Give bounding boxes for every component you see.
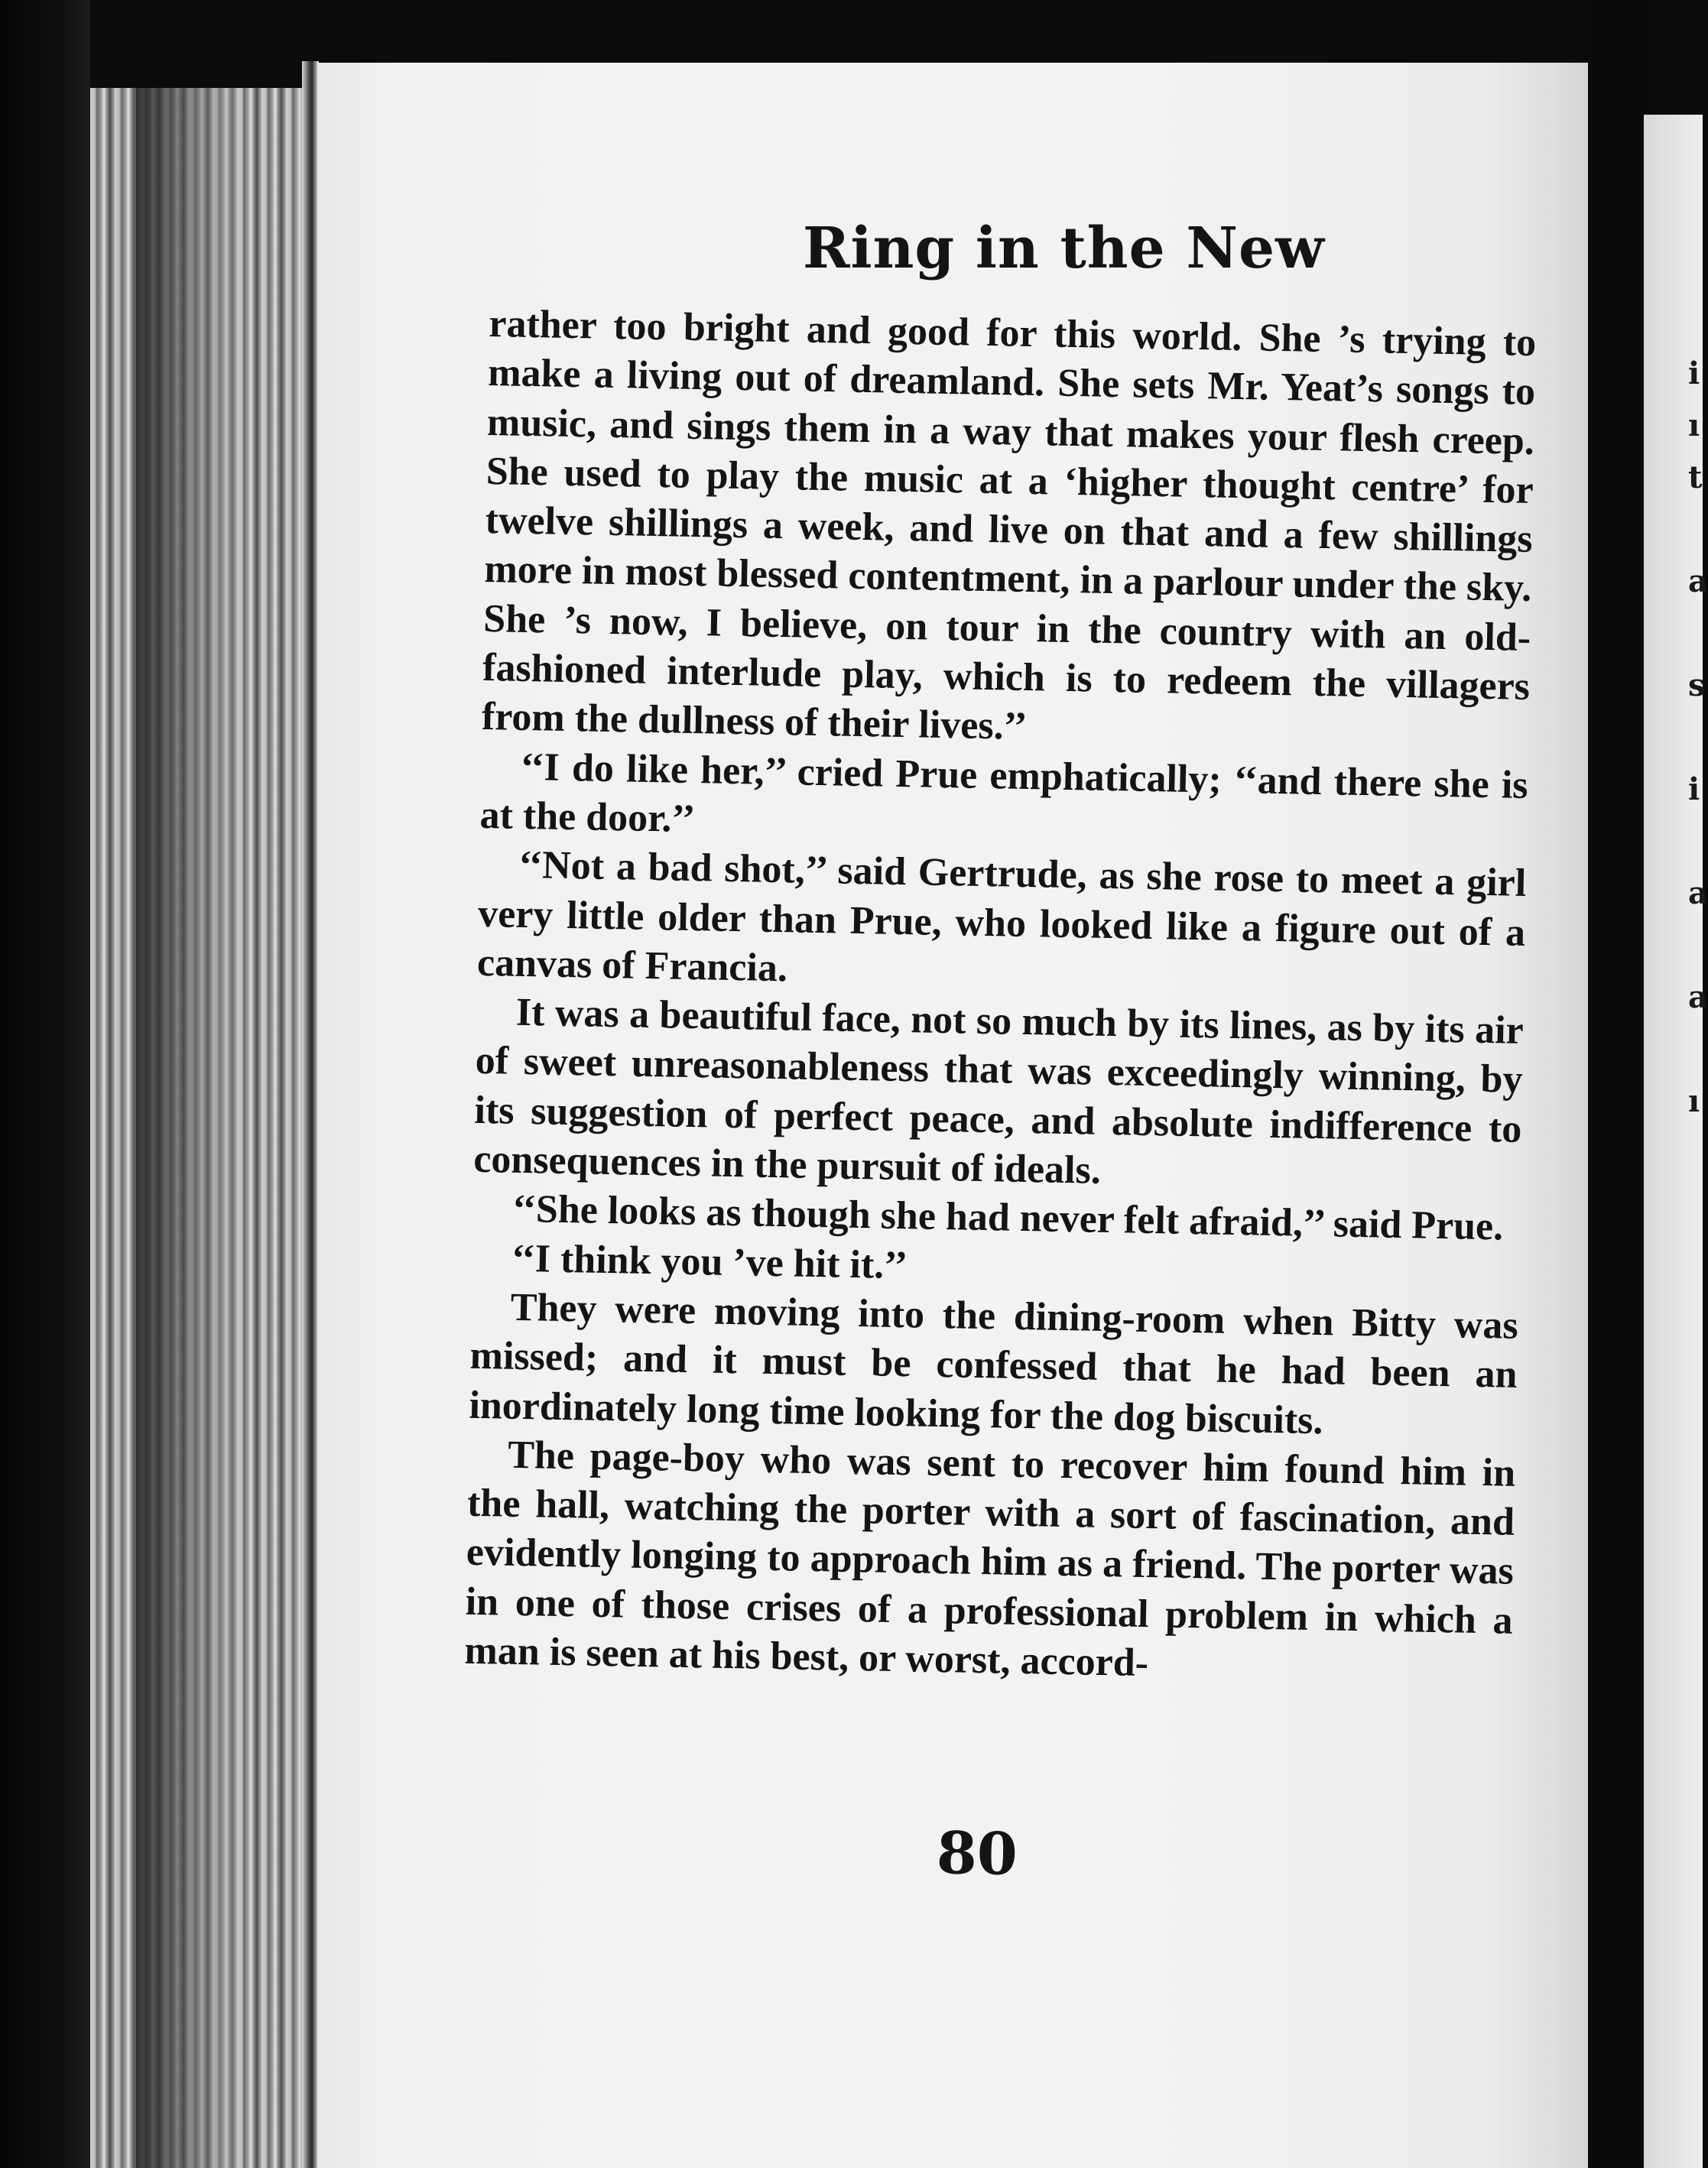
paragraph: ‘‘She looks as though she had never felt afraid,’’ said Prue. (511, 1187, 1504, 1249)
paragraph: The page-boy who was sent to recover him found him in the hall, watching the porter with a sort of fascination, and evidently longing to approach him as a friend. The porter was in one of those crises of a professional problem in which a man is seen at his best, or worst, accord- (464, 1433, 1516, 1686)
paragraph: rather too bright and good for this world. She ’s trying to make a living out of dreamland. She sets Mr. Yeat’s songs to music, and sings them in a way that makes your flesh creep. She used to play the music at a ‘higher thought centre’ for twelve shillings a week, and live on that and a few shillings more in most blessed contentment, in a parlour under the sky. She ’s now, I believe, on tour in the country with an old-fashioned interlude play, which is to redeem the villagers from the dullness of their lives.’’ (481, 301, 1537, 749)
paragraph: ‘‘I think you ’ve hit it.’’ (511, 1236, 908, 1287)
paragraph: ‘‘I do like her,’’ cried Prue emphatically; ‘‘and there she is at the door.’’ (479, 745, 1529, 842)
page-number: 80 (936, 1819, 1018, 1888)
running-head: Ring in the New (803, 216, 1325, 281)
facing-page-text-fragment: i ı t a s i a a ı (1688, 355, 1708, 1119)
body-text (464, 300, 1537, 1695)
page-edges (90, 88, 320, 2168)
paragraph: ‘‘Not a bad shot,’’ said Gertrude, as she rose to meet a girl very little older than Prue, who looked like a figure out of a canvas of Francia. (476, 843, 1527, 991)
paragraph: It was a beautiful face, not so much by its lines, as by its air of sweet unreasonableness that was exceedingly winning, by its suggestion of perfect peace, and absolute indifference to consequences in the pursuit of ideals. (472, 990, 1525, 1193)
scan-right-gap (1588, 0, 1649, 2168)
page-gutter (302, 61, 319, 2168)
scan-left-margin (0, 0, 90, 2168)
paragraph: They were moving into the dining-room when Bitty was missed; and it must be confessed that he had been an inordinately long time looking for the dog biscuits. (468, 1285, 1519, 1443)
